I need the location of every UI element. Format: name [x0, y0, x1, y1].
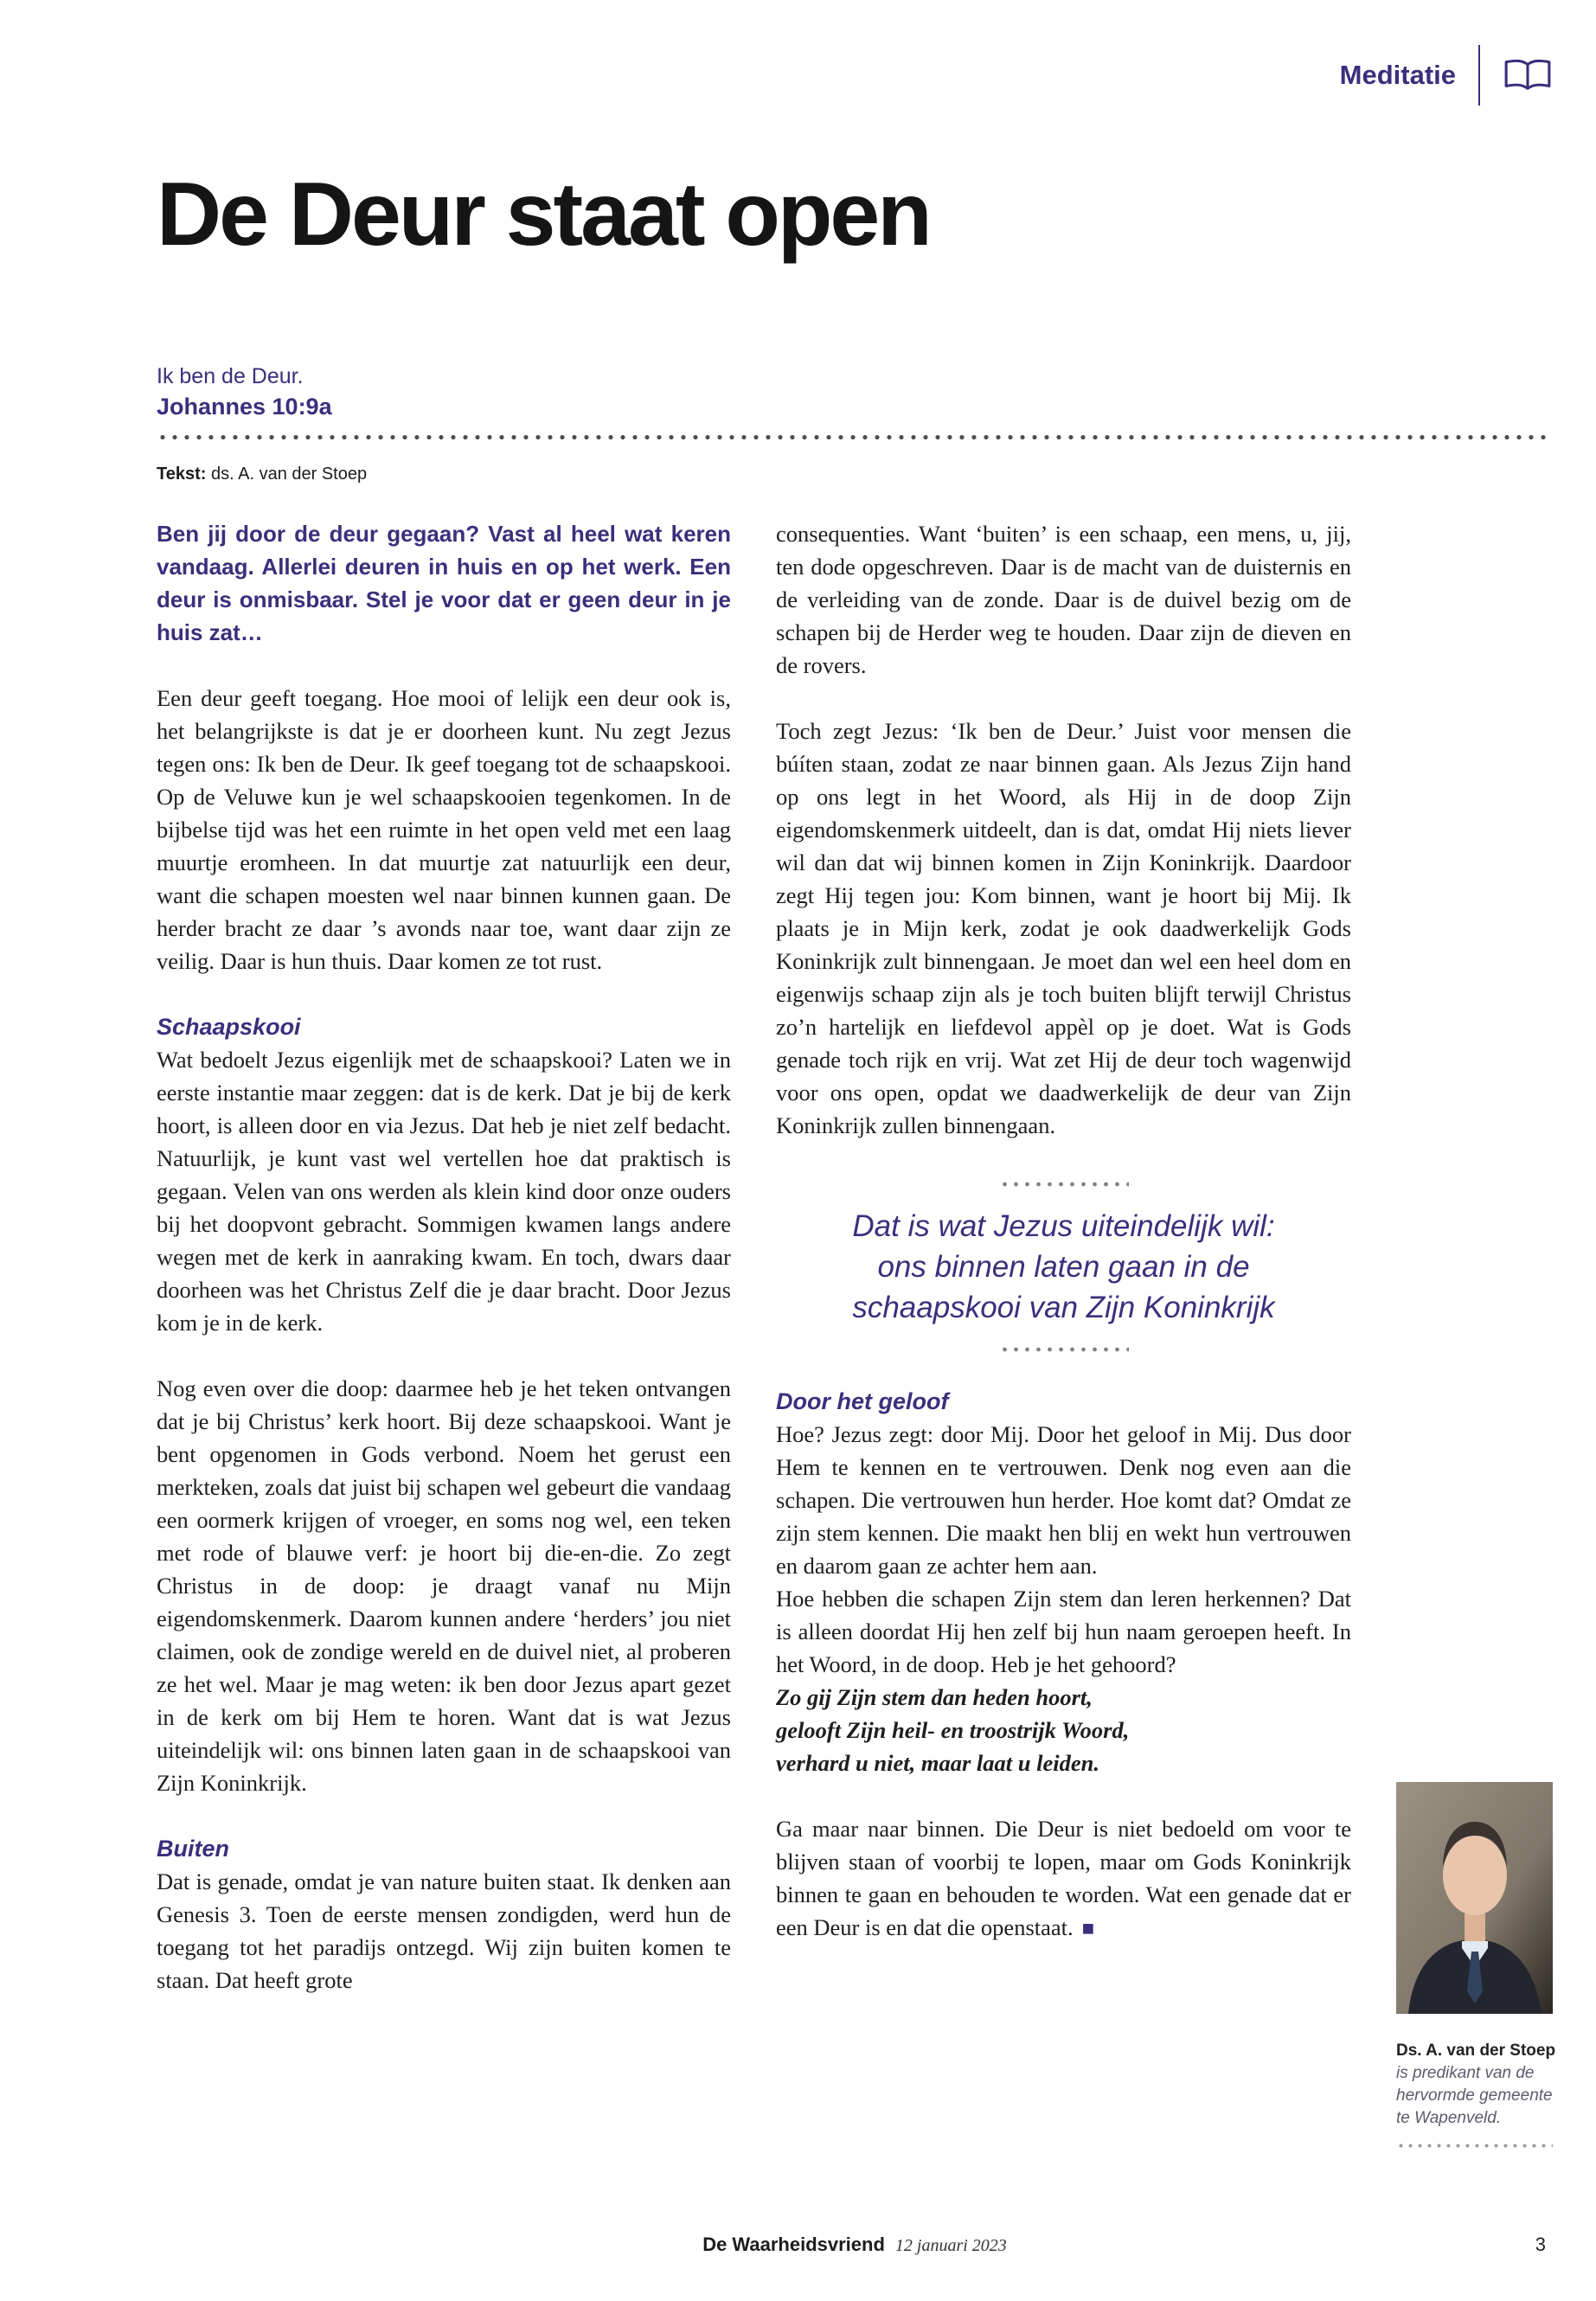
- section-heading-door-het-geloof: Door het geloof: [776, 1388, 949, 1414]
- scripture-reference: Johannes 10:9a: [157, 394, 332, 420]
- intro-paragraph: Ben jij door de deur gegaan? Vast al heel wat keren vandaag. Allerlei deuren in huis en op het werk. Een deur is onmisbaar. Stel je voor dat er geen deur in je huis zat…: [157, 521, 731, 645]
- pull-quote-line: schaapskooi van Zijn Koninkrijk: [852, 1291, 1275, 1324]
- byline: [157, 465, 1553, 484]
- byline-label: Tekst:: [157, 465, 207, 484]
- photo-caption-name: Ds. A. van der Stoep: [1396, 2041, 1556, 2060]
- pull-quote-dots-top: [999, 1182, 1129, 1187]
- footer-magazine-name: De Waarheidsvriend: [702, 2234, 885, 2255]
- paragraph-right-3: Hoe? Jezus zegt: door Mij. Door het geloof in Mij. Dus door Hem te kennen en te vertrouwen. Denk nog even aan die schapen. Die vertrouwen hun herder. Hoe komt dat? Omdat ze zijn stem kennen. Die maakt hen blij en wekt hun vertrouwen en daarom gaan ze achter hem aan.: [776, 1421, 1351, 1579]
- paragraph-left-4: Dat is genade, omdat je van nature buiten staat. Ik denken aan Genesis 3. Toen de eerste mensen zondigden, werd hun de toegang tot het paradijs ontzegd. Wij zijn buiten komen te staan. Dat heeft grote: [157, 1868, 731, 1993]
- page-title: De Deur staat open: [157, 164, 930, 265]
- pull-quote-line: ons binnen laten gaan in de: [877, 1250, 1250, 1284]
- paragraph-left-1: Een deur geeft toegang. Hoe mooi of lelijk een deur ook is, het belangrijkste is dat je er doorheen kunt. Nu zegt Jezus tegen ons: Ik ben de Deur. Ik geef toegang tot de schaapskooi. Op de Veluwe kun je wel schaapskooien tegenkomen. In de bijbelse tijd was het een ruimte in het open veld met een laag muurtje eromheen. In dat muurtje zat natuurlijk een deur, want die schapen moesten wel naar binnen kunnen gaan. De herder bracht ze daar ’s avonds naar toe, want daar zijn ze veilig. Daar is hun thuis. Daar komen ze tot rust.: [157, 685, 731, 974]
- page-number: 3: [1535, 2234, 1546, 2255]
- paragraph-right-5: [776, 1812, 1351, 1945]
- dotted-rule: [157, 434, 1553, 440]
- poem-line: verhard u niet, maar laat u leiden.: [776, 1750, 1099, 1776]
- page-footer: [157, 2234, 1553, 2256]
- section-heading-schaapskooi: Schaapskooi: [157, 1014, 301, 1040]
- paragraph-left-2: Wat bedoelt Jezus eigenlijk met de schaapskooi? Laten we in eerste instantie maar zeggen: dat is de kerk. Dat je bij de kerk hoort, is alleen door en via Jezus. Dat heb je niet zelf bedacht. Natuurlijk, je kunt vast wel vertellen hoe dat praktisch is gegaan. Velen van ons werden als klein kind door onze ouders bij het doopvont gebracht. Sommigen kwamen langs andere wegen met de kerk in aanraking kwam. En toch, dwars daar doorheen was het Christus Zelf die je daar bracht. Door Jezus kom je in de kerk.: [157, 1047, 731, 1336]
- poem-line: Zo gij Zijn stem dan heden hoort,: [776, 1684, 1093, 1710]
- footer-date: 12 januari 2023: [894, 2236, 1007, 2255]
- pull-quote-dots-bottom: [999, 1347, 1129, 1352]
- scripture-block: [157, 362, 1553, 422]
- article-columns: [157, 517, 1553, 1997]
- pull-quote-line: Dat is wat Jezus uiteindelijk wil:: [852, 1209, 1275, 1243]
- poem-line: gelooft Zijn heil- en troostrijk Woord,: [776, 1717, 1130, 1743]
- paragraph-right-1: consequenties. Want ‘buiten’ is een schaap, een mens, u, jij, ten dode opgeschreven. Daar is de macht van de duisternis en de verleiding van de zonde. Daar is de duivel bezig om de schapen bij de Herder weg te houden. Daar zijn de dieven en de rovers.: [776, 521, 1351, 678]
- poem: [776, 1681, 1351, 1779]
- scripture-line: Ik ben de Deur.: [157, 364, 304, 388]
- caption-divider: [1396, 2144, 1553, 2148]
- pull-quote-text: [776, 1206, 1351, 1328]
- paragraph-left-3: Nog even over die doop: daarmee heb je het teken ontvangen dat je bij Christus’ kerk hoort. Bij deze schaapskooi. Want je bent opgenomen in Gods verbond. Noem het gerust een merkteken, zoals dat juist bij schapen wel gebeurt die vandaag een oormerk krijgen of vroeger, en soms nog wel, een teken met rode of blauwe verf: je hoort bij die-en-die. Zo zegt Christus in de doop: je draagt vanaf nu Mijn eigendomskenmerk. Daarom kunnen andere ‘herders’ jou niet claimen, ook de zondige wereld en de duivel niet, al proberen ze het wel. Maar je mag weten: ik ben door Jezus apart gezet in de kerk om bij Hem te horen. Want dat is wat Jezus uiteindelijk wil: ons binnen laten gaan in de schaapskooi van Zijn Koninkrijk.: [157, 1375, 731, 1796]
- section-heading-buiten: Buiten: [157, 1836, 229, 1862]
- pull-quote: [776, 1182, 1351, 1352]
- author-photo: [1396, 1782, 1553, 2014]
- paragraph-right-2: Toch zegt Jezus: ‘Ik ben de Deur.’ Juist voor mensen die búíten staan, zodat ze naar binnen gaan. Als Jezus Zijn hand op ons legt in het Woord, als Hij in de doop Zijn eigendomskenmerk uitdeelt, dan is dat, omdat Hij niets liever wil dan dat wij binnen komen in Zijn Koninkrijk. Daardoor zegt Hij tegen jou: Kom binnen, want je hoort bij Mij. Ik plaats je in Mijn kerk, zodat je ook daadwerkelijk Gods Koninkrijk zult binnengaan. Je moet dan wel een heel dom en eigenwijs schaap zijn als je toch buiten blijft terwijl Christus zo’n hartelijk en liefdevol appèl op je doet. Wat is Gods genade toch rijk en vrij. Wat zet Hij de deur toch wagenwijd voor ons open, opdat we daadwerkelijk de deur van Zijn Koninkrijk zullen binnengaan.: [776, 718, 1351, 1138]
- author-block: [1396, 1782, 1556, 2148]
- footer-center: [157, 2234, 1553, 2256]
- column-right: [776, 517, 1351, 1945]
- paragraph-right-4: Hoe hebben die schapen Zijn stem dan leren herkennen? Dat is alleen doordat Hij hen zelf bij hun naam geroepen heeft. In het Woord, in de doop. Heb je het gehoord?: [776, 1586, 1351, 1677]
- column-left: [157, 517, 731, 1997]
- end-mark: ■: [1081, 1918, 1095, 1940]
- section-label: Meditatie: [1339, 60, 1456, 90]
- closing-text: Ga maar naar binnen. Die Deur is niet bedoeld om voor te blijven staan of voorbij te lopen, maar om Gods Koninkrijk binnen te gaan en behouden te worden. Wat een genade dat er een Deur is en dat die openstaat.: [776, 1816, 1351, 1940]
- byline-author: ds. A. van der Stoep: [210, 465, 368, 484]
- article: [157, 0, 1553, 1997]
- photo-caption-role: is predikant van de hervormde gemeente te Wapenveld.: [1396, 2064, 1553, 2127]
